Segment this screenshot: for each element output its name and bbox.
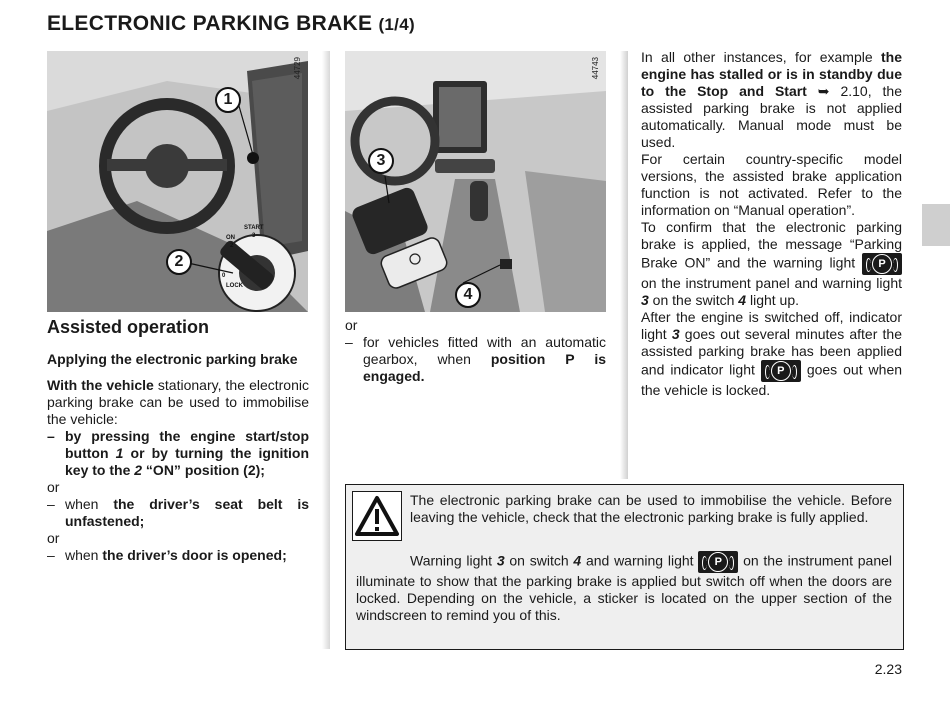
paragraph: After the engine is switched off, indicator light 3 goes out several minutes after the assisted parking brake has been applied and indicator light P goes out when the vehicle is locked. [641, 309, 903, 398]
or-text: or [47, 530, 60, 546]
console-figure [345, 51, 606, 312]
right-column-body [641, 49, 902, 399]
paragraph: In all other instances, for example the engine has stalled or is in standby due to the Stop and Start ➥ 2.10, the assisted parking brake is not applied automatically. Manual mode must be used. [641, 49, 902, 150]
paragraph: For certain country-specific model versions, the assisted brake application function is not activated. Refer to the information on “Manual operation”. [641, 151, 902, 218]
column-divider [620, 51, 628, 479]
section-tab [922, 204, 950, 246]
parking-brake-warning-icon: P [862, 253, 902, 275]
list-item: – when the driver’s seat belt is unfastened; [47, 496, 309, 530]
condition-list [47, 547, 309, 564]
callout-2: 2 [166, 249, 192, 275]
or-text: or [345, 317, 358, 333]
intro-paragraph: With the vehicle stationary, the electronic parking brake can be used to immobilise the vehicle: [47, 377, 309, 427]
condition-list [47, 428, 309, 479]
figure-ref-number: 44729 [293, 57, 302, 80]
page-title: ELECTRONIC PARKING BRAKE (1/4) [47, 12, 415, 35]
condition-list [345, 334, 606, 385]
list-item: – when the driver’s door is opened; [47, 547, 309, 564]
parking-brake-warning-icon: P [698, 551, 738, 573]
or-text: or [47, 479, 60, 495]
condition-list [47, 496, 309, 530]
warning-text: The electronic parking brake can be used to immobilise the vehicle. Before leaving the vehicle, check that the electronic parking brake is fully applied. [410, 492, 892, 525]
callout-3: 3 [368, 148, 394, 174]
figure-ref-number: 44743 [591, 57, 600, 80]
warning-triangle-icon [352, 491, 402, 541]
callout-4: 4 [455, 282, 481, 308]
warning-paragraph: Warning light 3 on switch 4 and warning light P on the instrument panel illuminate to show that the parking brake is applied but switch off when the doors are locked. Depending on the vehicle, a sticker is located on the upper section of the windscreen to remind you of this. [356, 552, 893, 623]
column-divider [322, 51, 330, 649]
parking-brake-indicator-icon: P [761, 360, 801, 382]
section-heading: Assisted operation [47, 317, 210, 337]
middle-column-body [345, 317, 606, 385]
page-number: 2.23 [874, 661, 902, 677]
paragraph: To confirm that the electronic parking brake is applied, the message “Parking Brake ON” and the warning light P on the instrument panel and warning light 3 on the switch 4 light up. [641, 219, 902, 308]
list-item: – for vehicles fitted with an automatic gearbox, when position P is engaged. [345, 334, 606, 385]
subheading: Applying the electronic parking brake [47, 351, 298, 367]
list-item: – by pressing the engine start/stop button 1 or by turning the ignition key to the 2 “ON” position (2); [47, 428, 309, 479]
callout-1: 1 [215, 87, 241, 113]
left-column-body [47, 351, 309, 564]
warning-box [345, 484, 904, 650]
page-title-fraction: (1/4) [378, 15, 415, 34]
dashboard-figure: 44729 1 2 START 3 ON 2 0 LOCK [47, 51, 308, 312]
